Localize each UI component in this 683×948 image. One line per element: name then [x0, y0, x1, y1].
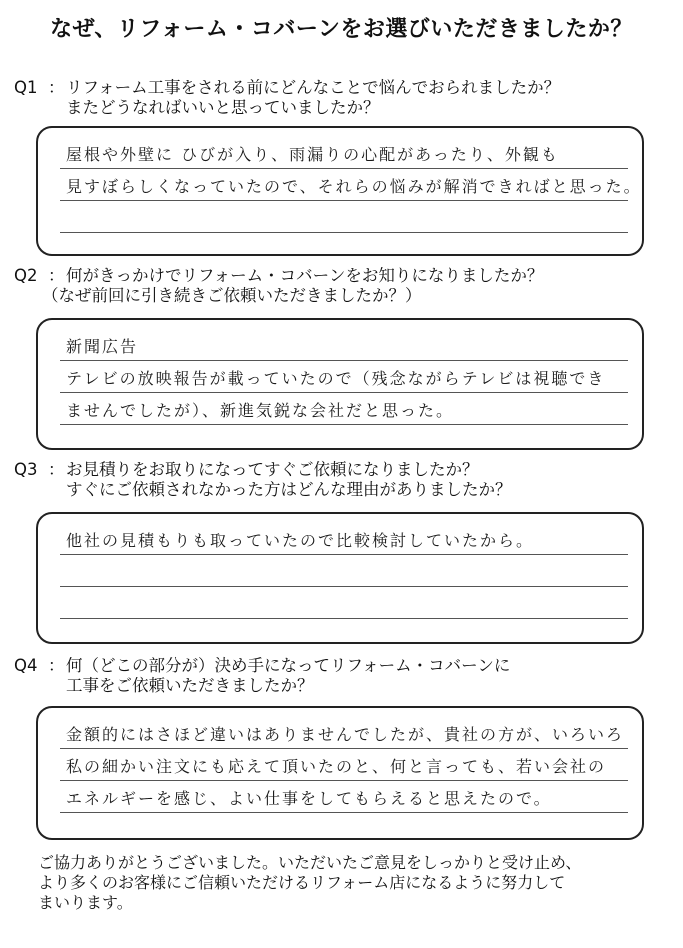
answer-rule — [60, 200, 628, 201]
answer-rule — [60, 780, 628, 781]
answer-rule — [60, 586, 628, 587]
question-number: Q2 — [14, 266, 38, 285]
question-number: Q1 — [14, 78, 38, 97]
answer-rule — [60, 812, 628, 813]
answer-line: テレビの放映報告が載っていたので（残念ながらテレビは視聴でき — [66, 369, 606, 388]
question-4 — [14, 656, 510, 696]
question-text-line1: 何（どこの部分が）決め手になってリフォーム・コバーンに — [66, 656, 511, 675]
question-number: Q4 — [14, 656, 38, 675]
question-text-line2: 工事をご依頼いただきましたか？ — [66, 676, 314, 695]
question-text-line2: すぐにご依頼されなかった方はどんな理由がありましたか？ — [66, 480, 512, 499]
closing-line: ご協力ありがとうございました。いただいたご意見をしっかりと受け止め、 — [38, 853, 582, 872]
answer-line: ませんでしたが）、新進気鋭な会社だと思った。 — [66, 401, 455, 420]
answer-rule — [60, 392, 628, 393]
answer-line: 私の細かい注文にも応えて頂いたのと、何と言っても、若い会社の — [66, 757, 607, 776]
answer-line: 見すぼらしくなっていたので、それらの悩みが解消できればと思った。 — [66, 177, 642, 196]
question-colon: ： — [48, 656, 65, 675]
question-text-line1: 何がきっかけでリフォーム・コバーンをお知りになりましたか？ — [66, 266, 544, 285]
answer-line: 金額的にはさほど違いはありませんでしたが、貴社の方が、いろいろ — [66, 725, 625, 744]
closing-line: まいります。 — [38, 893, 133, 912]
closing-line: より多くのお客様にご信頼いただけるリフォーム店になるように努力して — [38, 873, 566, 892]
answer-rule — [60, 618, 628, 619]
answer-rule — [60, 168, 628, 169]
answer-line: エネルギーを感じ、よい仕事をしてもらえると思えたので。 — [66, 789, 552, 808]
question-colon: ： — [48, 460, 65, 479]
answer-line: 他社の見積もりも取っていたので比較検討していたから。 — [66, 531, 535, 550]
question-2 — [14, 266, 543, 306]
answer-box-3 — [36, 512, 644, 644]
question-text-line1: お見積りをお取りになってすぐご依頼になりましたか？ — [66, 460, 479, 479]
question-1 — [14, 78, 560, 118]
answer-rule — [60, 554, 628, 555]
question-3 — [14, 460, 512, 500]
answer-box-2 — [36, 318, 644, 450]
question-colon: ： — [48, 266, 65, 285]
question-text-line1: リフォーム工事をされる前にどんなことで悩んでおられましたか？ — [66, 78, 561, 97]
answer-line: 新聞広告 — [66, 337, 139, 356]
question-text-line2: （なぜ前回に引き続きご依頼いただきましたか？） — [42, 286, 422, 305]
page-title: なぜ、リフォーム・コバーンをお選びいただきましたか？ — [50, 17, 633, 42]
answer-rule — [60, 232, 628, 233]
question-colon: ： — [48, 78, 65, 97]
answer-box-1 — [36, 126, 644, 256]
answer-rule — [60, 360, 628, 361]
answer-box-4 — [36, 706, 644, 840]
question-text-line2: またどうなればいいと思っていましたか？ — [66, 98, 380, 117]
answer-line: 屋根や外壁に ひびが入り、雨漏りの心配があったり、外観も — [66, 145, 559, 164]
question-number: Q3 — [14, 460, 38, 479]
closing-message — [38, 853, 581, 913]
answer-rule — [60, 748, 628, 749]
answer-rule — [60, 424, 628, 425]
